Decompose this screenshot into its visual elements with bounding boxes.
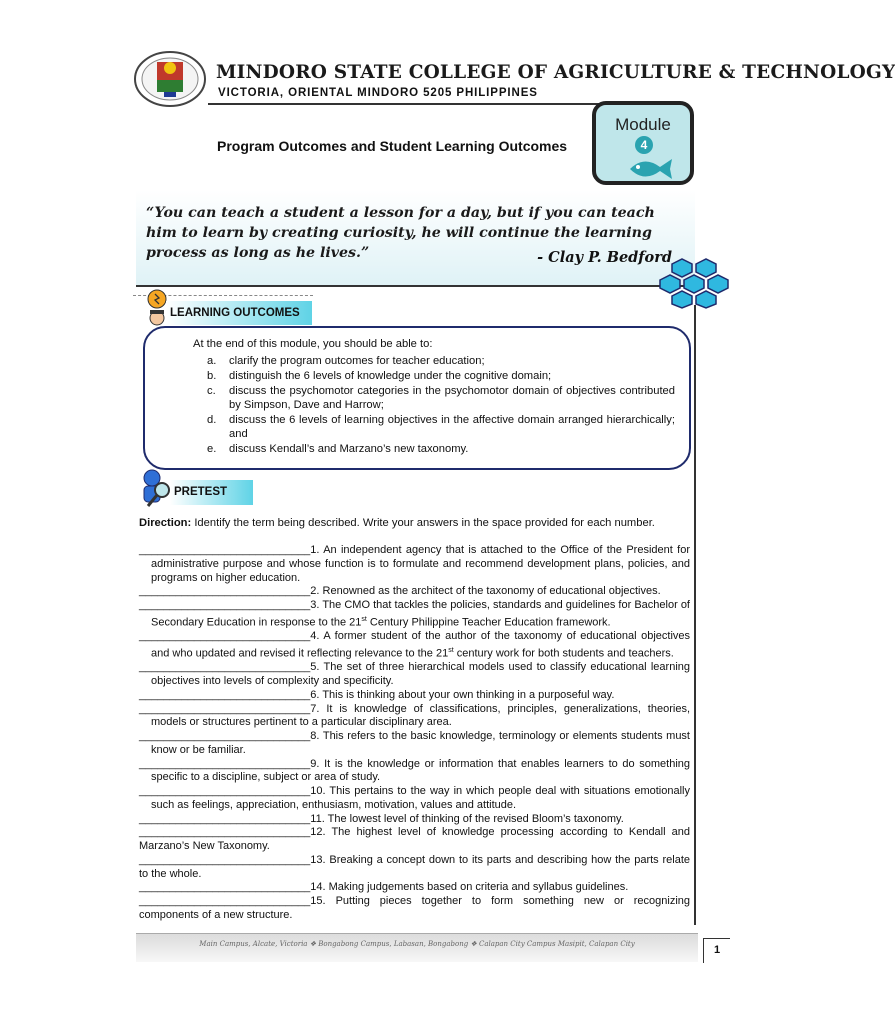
footer-bar [136,933,698,962]
outcome-item [207,384,675,413]
outcome-item [207,369,675,383]
page-number: 1 [713,944,721,956]
ordinal-suffix: st [361,615,367,623]
fish-icon [626,155,676,181]
question-item: ____________________________5. The set of three hierarchical models used to classify educational learning objectives into levels of complexity and specificity. [139,661,690,688]
question-item: ____________________________8. This refers to the basic knowledge, terminology or elements students must know or be familiar. [139,730,690,756]
college-seal-icon [133,50,207,108]
direction-body: Identify the term being described. Write your answers in the space provided for each number. [191,517,655,529]
direction-label: Direction: [139,517,192,529]
hexagon-cluster-icon [656,258,736,308]
vertical-rule [694,305,696,925]
outcome-text: discuss the psychomotor categories in the psychomotor domain of objectives contributed by Simpson, Dave and Harrow; [229,385,675,412]
direction-text [139,517,655,529]
outcome-item [207,413,675,442]
learning-outcomes-intro: At the end of this module, you should be able to: [193,338,433,350]
outcome-letter: d. [207,414,217,426]
header-rule [208,103,600,105]
quote-text: “You can teach a student a lesson for a day, but if you can teach him to learn by creating curiosity, he will continue the learning process as long as he lives.” [146,205,655,261]
outcome-letter: c. [207,385,216,397]
question-item: ____________________________10. This pertains to the way in which people deal with situations emotionally such as feelings, appreciation, enthusiasm, motivation, values and attitude. [139,785,690,811]
question-item: ____________________________7. It is knowledge of classifications, principles, generalizations, theories, models or structures pertinent to a particular disciplinary area. [139,702,690,729]
outcome-item [207,354,675,368]
question-item: ____________________________12. The highest level of knowledge processing according to Kendall and Marzano’s New Taxonomy. [139,826,690,853]
outcome-item [207,442,675,456]
outcome-text: clarify the program outcomes for teacher education; [229,355,485,367]
quote-rule [136,285,696,287]
page-number-box [703,938,730,963]
quote-author: - Clay P. Bedford [537,249,672,266]
pretest-heading: PRETEST [170,480,253,505]
outcome-text: discuss the 6 levels of learning objectives in the affective domain arranged hierarchically; and [229,414,675,441]
college-address: VICTORIA, ORIENTAL MINDORO 5205 PHILIPPINES [218,87,538,99]
outcome-letter: b. [207,370,217,382]
page-title: Program Outcomes and Student Learning Outcomes [217,138,568,154]
question-item: ____________________________6. This is thinking about your own thinking in a purposeful way. [139,688,615,701]
module-badge [592,101,694,185]
question-item: ____________________________14. Making judgements based on criteria and syllabus guidelines. [139,881,629,894]
question-item: ____________________________3. The CMO that tackles the policies, standards and guidelines for Bachelor of Secondary Education in response to the 21st Century Philippine Teacher Education framework. [139,599,690,629]
question-item: ____________________________1. An independent agency that is attached to the Office of the President for administrative purpose and whose function is to formulate and recommend development plans, policies, and programs on higher education. [139,544,690,584]
footer-campuses: Main Campus, Alcate, Victoria ❖ Bongabong Campus, Labasan, Bongabong ❖ Calapan City Campus Masipit, Calapan City [199,940,635,948]
outcome-text: distinguish the 6 levels of knowledge under the cognitive domain; [229,370,552,382]
module-number: 4 [635,136,653,154]
outcome-letter: a. [207,355,217,367]
question-item: ____________________________9. It is the knowledge or information that enables learners to do something specific to a discipline, subject or area of study. [139,757,690,784]
module-label: Module [615,115,671,134]
question-item: ____________________________15. Putting pieces together to form something new or recognizing components of a new structure. [139,895,690,921]
ordinal-suffix: st [448,646,454,654]
question-item: ____________________________2. Renowned as the architect of the taxonomy of educational objectives. [139,585,661,598]
question-item: ____________________________4. A former student of the author of the taxonomy of educational objectives and who updated and revised it reflecting relevance to the 21st century work for both students and teachers. [139,630,690,660]
outcome-text: discuss Kendall’s and Marzano’s new taxonomy. [229,443,469,455]
college-name: MINDORO STATE COLLEGE OF AGRICULTURE & TECHNOLOGY [216,62,895,83]
outcome-letter: e. [207,443,217,455]
question-item: ____________________________11. The lowest level of thinking of the revised Bloom’s taxonomy. [139,812,624,825]
pretest-questions [139,544,690,923]
learning-outcomes-heading: LEARNING OUTCOMES [166,301,312,325]
magnifier-person-icon [138,468,174,512]
question-item: ____________________________13. Breaking a concept down to its parts and describing how the parts relate to the whole. [139,853,690,880]
